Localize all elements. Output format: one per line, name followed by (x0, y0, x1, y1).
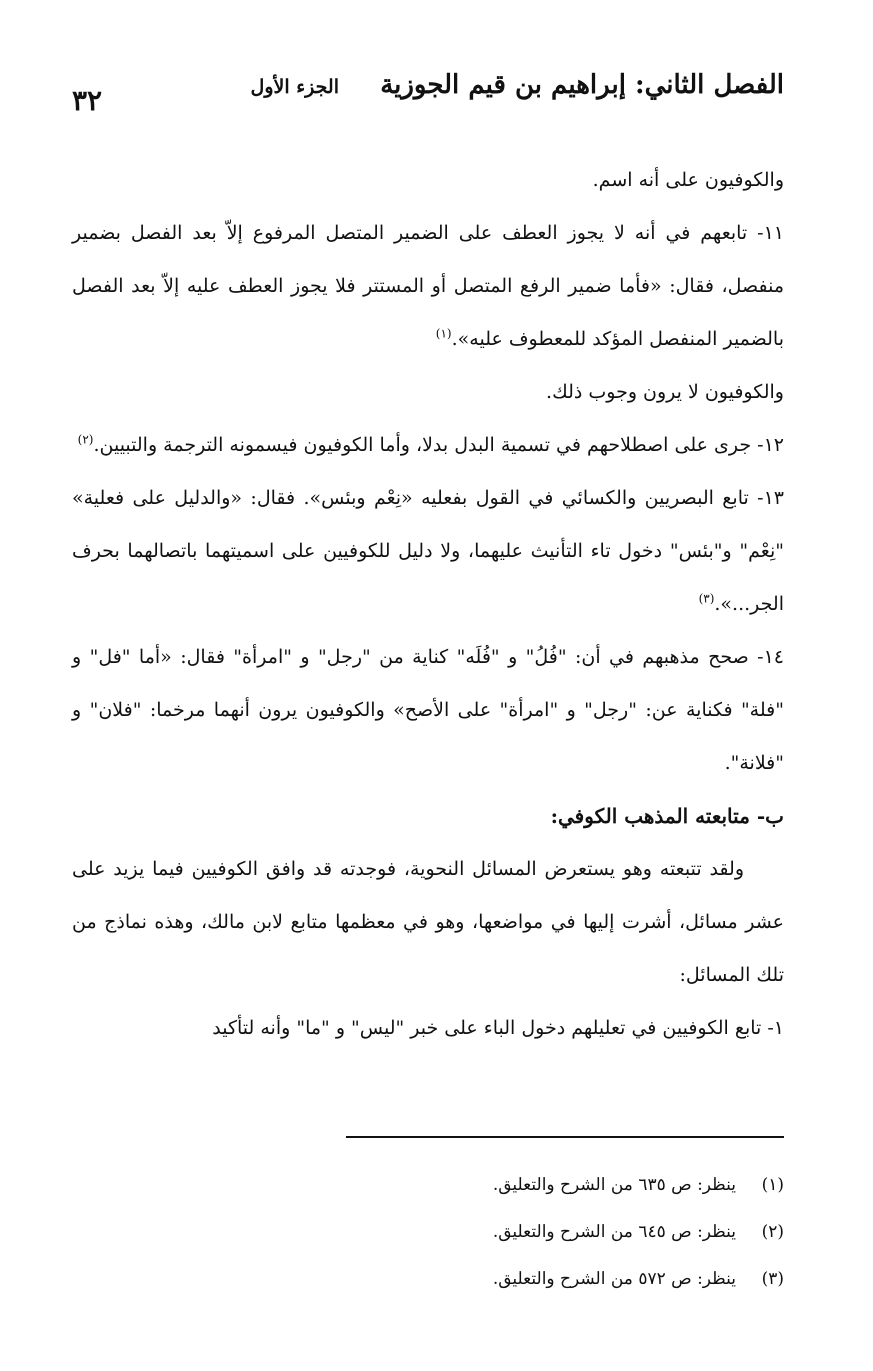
running-header (72, 70, 784, 117)
footnote-ref: (٣) (698, 591, 715, 606)
section-subheading: ب- متابعته المذهب الكوفي: (550, 804, 784, 828)
footnote-text: ينظر: ص ٦٣٥ من الشرح والتعليق. (492, 1175, 736, 1195)
paragraph: ١٢- جرى على اصطلاحهم في تسمية البدل بدلا، وأما الكوفيون فيسمونه الترجمة والتبيين.$^{(٢)}$ (77, 432, 784, 456)
paragraph: ولقد تتبعته وهو يستعرض المسائل النحوية، فوجدته قد وافق الكوفيين فيما يزيد على عشر مسائل، أشرت إليها في مواضعها، وهو في معظمها متابع لابن مالك، وهذه نماذج من تلك المسائل: (72, 858, 784, 986)
footnote-text: ينظر: ص ٦٤٥ من الشرح والتعليق. (492, 1222, 736, 1242)
paragraph: ١٤- صحح مذهبهم في أن: "فُلُ" و "فُلَه" كناية من "رجل" و "امرأة" فقال: «أما "فل" و "فلة" فكناية عن: "رجل" و "امرأة" على الأصح» والكوفيون يرون أنهما مرخما: "فلان" و "فلانة". (72, 646, 784, 774)
paragraph: ١- تابع الكوفيين في تعليلهم دخول الباء على خبر "ليس" و "ما" وأنه لتأكيد (212, 1017, 784, 1039)
footnotes (72, 1162, 784, 1303)
footnote-number: (١) (761, 1175, 784, 1195)
volume-label: الجزء الأول (250, 76, 339, 98)
footnote-number: (٢) (761, 1222, 784, 1242)
main-text (72, 154, 784, 1055)
footnote (72, 1162, 784, 1209)
paragraph: والكوفيون على أنه اسم. (592, 169, 784, 191)
footnote-ref: (١) (435, 326, 452, 341)
footnote-number: (٣) (761, 1269, 784, 1289)
book-page (72, 0, 784, 1371)
footnote-text: ينظر: ص ٥٧٢ من الشرح والتعليق. (492, 1269, 736, 1289)
paragraph: والكوفيون لا يرون وجوب ذلك. (546, 381, 784, 403)
footnote (72, 1209, 784, 1256)
footnote-ref: (٢) (77, 432, 94, 447)
footnote-divider (346, 1136, 784, 1138)
chapter-title: الفصل الثاني: إبراهيم بن قيم الجوزية (380, 70, 784, 100)
page-number: ٣٢ (72, 84, 103, 117)
paragraph: ١١- تابعهم في أنه لا يجوز العطف على الضمير المتصل المرفوع إلاّ بعد الفصل بضمير منفصل، فقال: «فأما ضمير الرفع المتصل أو المستتر فلا يجوز العطف عليه إلاّ بعد الفصل بالضمير المنفصل المؤكد للمعطوف عليه».$^{(١)}$ (72, 222, 784, 350)
paragraph: ١٣- تابع البصريين والكسائي في القول بفعليه «نِعْم وبئس». فقال: «والدليل على فعلية» "نِعْم" و"بئس" دخول تاء التأنيث عليهما، ولا دليل للكوفيين على اسميتهما باتصالهما بحرف الجر...».$^{(٣)}$ (72, 487, 784, 615)
footnote (72, 1256, 784, 1303)
